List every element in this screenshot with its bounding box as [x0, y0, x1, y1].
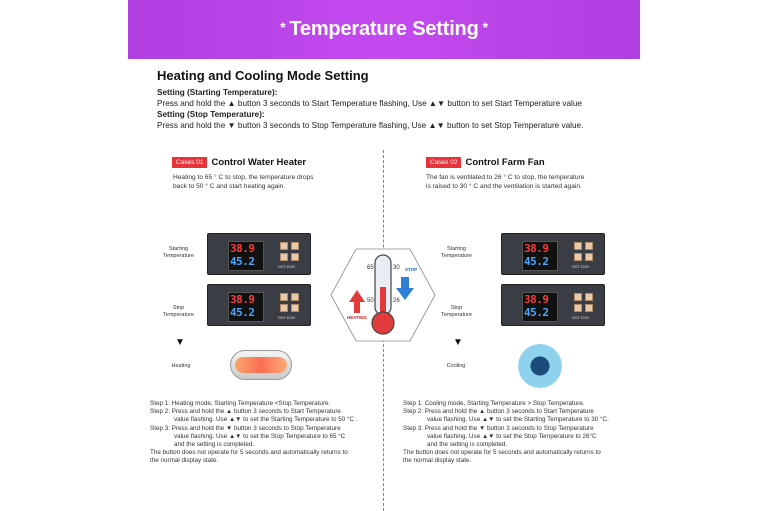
heater-glow — [235, 357, 287, 373]
step-line: The button does not operate for 5 seconds and automatically returns to — [150, 449, 348, 457]
step-line: Step 3: Press and hold the ▼ button 3 seconds to Stop Temperature — [150, 424, 341, 432]
up-button[interactable] — [280, 304, 288, 312]
step-line: Step 1: Cooling mode, Starting Temperature > Stop Temperature. — [403, 400, 585, 407]
case-tag: Cases 01 — [172, 157, 207, 168]
banner-title-text: Temperature Setting — [289, 18, 479, 40]
step-line: the normal display state. — [403, 457, 472, 465]
case-header — [426, 157, 545, 168]
case-tag: Cases 02 — [426, 157, 461, 168]
case2-steps — [403, 400, 609, 466]
set-button[interactable] — [574, 293, 582, 301]
step-line: and the setting is completed. — [174, 441, 255, 449]
step-line: value flashing. Use ▲▼ to set the Stop Temperature to 65 °C — [174, 432, 346, 440]
stop-temperature-label — [434, 305, 479, 319]
set-temp-readout: 45.2 — [524, 306, 549, 319]
model-label: DST1020 — [572, 264, 589, 269]
starting-temperature-label — [434, 246, 479, 260]
desc-line: back to 50 ° C and start heating again. — [173, 183, 286, 190]
step-line: Step 1: Heating mode, Starting Temperature <Stop Temperature. — [150, 400, 331, 407]
current-temp-readout: 38.9 — [230, 293, 255, 306]
power-button[interactable] — [585, 293, 593, 301]
heating-word: HEATING — [347, 315, 367, 320]
power-button[interactable] — [585, 242, 593, 250]
step-line: value flashing. Use ▲▼ to set the Starting Temperature to 30 °C. — [427, 416, 609, 424]
instruction-line: Press and hold the ▲ button 3 seconds to Start Temperature flashing, Use ▲▼ button to set Start Temperature value — [157, 99, 582, 108]
thermometer-graphic — [329, 247, 437, 343]
thermometer-icon — [329, 247, 437, 343]
mark-26: 26 — [393, 298, 400, 304]
step-line: Step 3: Press and hold the ▼ button 3 seconds to Stop Temperature — [403, 424, 594, 432]
label-line: Starting — [447, 246, 466, 252]
step-line: the normal display state. — [150, 457, 219, 465]
section-heading: Heating and Cooling Mode Setting — [157, 68, 369, 83]
model-label: DST1020 — [278, 315, 295, 320]
cooling-label: Cooling — [446, 363, 466, 369]
label-line: Temperature — [441, 253, 472, 259]
case-title: Control Farm Fan — [465, 157, 545, 168]
starting-temperature-label — [156, 246, 201, 260]
step-line: Step 2: Press and hold the ▲ button 3 seconds to Start Temperature — [403, 408, 594, 416]
banner-title — [128, 18, 640, 41]
case1-steps — [150, 400, 358, 466]
water-heater-image — [230, 350, 292, 380]
current-temp-readout: 38.9 — [524, 242, 549, 255]
label-line: Stop — [450, 305, 463, 311]
down-button[interactable] — [291, 304, 299, 312]
step-line: The button does not operate for 5 seconds and automatically returns to — [403, 449, 601, 457]
up-button[interactable] — [574, 253, 582, 261]
label-line: Temperature — [163, 253, 194, 259]
down-button[interactable] — [585, 253, 593, 261]
product-page — [128, 0, 640, 511]
controller-start — [501, 233, 605, 275]
stop-word: STOP — [405, 267, 418, 272]
fan-image — [518, 344, 562, 388]
up-button[interactable] — [574, 304, 582, 312]
case-header — [172, 157, 306, 168]
step-line: Step 2: Press and hold the ▲ button 3 seconds to Start Temperature — [150, 408, 341, 416]
set-button[interactable] — [280, 293, 288, 301]
title-banner — [128, 0, 640, 59]
label-line: Starting — [169, 246, 188, 252]
heating-label: Heating — [171, 363, 191, 369]
down-button[interactable] — [291, 253, 299, 261]
star-icon: * — [280, 19, 286, 35]
model-label: DST1020 — [278, 264, 295, 269]
desc-line: Heating to 65 ° C to stop, the temperature drops — [173, 174, 314, 181]
instruction-line: Setting (Starting Temperature): — [157, 88, 278, 97]
current-temp-readout: 38.9 — [230, 242, 255, 255]
set-temp-readout: 45.2 — [230, 306, 255, 319]
set-temp-readout: 45.2 — [524, 255, 549, 268]
arrow-down-icon: ▼ — [175, 337, 185, 348]
model-label: DST1020 — [572, 315, 589, 320]
power-button[interactable] — [291, 242, 299, 250]
stop-temperature-label — [156, 305, 201, 319]
controller-stop — [207, 284, 311, 326]
controller-start — [207, 233, 311, 275]
step-line: and the setting is completed. — [427, 441, 508, 449]
arrow-down-icon: ▼ — [453, 337, 463, 348]
set-temp-readout: 45.2 — [230, 255, 255, 268]
power-button[interactable] — [291, 293, 299, 301]
set-button[interactable] — [280, 242, 288, 250]
mark-50: 50 — [367, 298, 374, 304]
case-title: Control Water Heater — [211, 157, 307, 168]
label-line: Temperature — [163, 312, 194, 318]
instruction-line: Setting (Stop Temperature): — [157, 110, 265, 119]
desc-line: The fan is ventilated to 26 ° C to stop, the temperature — [426, 174, 585, 181]
mark-30: 30 — [393, 265, 400, 271]
current-temp-readout: 38.9 — [524, 293, 549, 306]
label-line: Stop — [172, 305, 185, 311]
down-button[interactable] — [585, 304, 593, 312]
step-line: value flashing. Use ▲▼ to set the Starting Temperature to 50 °C . — [174, 416, 358, 424]
star-icon: * — [482, 19, 488, 35]
label-line: Temperature — [441, 312, 472, 318]
desc-line: is raised to 30 ° C and the ventilation is started again. — [426, 183, 582, 190]
controller-stop — [501, 284, 605, 326]
mark-65: 65 — [367, 265, 374, 271]
set-button[interactable] — [574, 242, 582, 250]
up-button[interactable] — [280, 253, 288, 261]
case-description — [173, 173, 363, 191]
step-line: value flashing. Use ▲▼ to set the Stop Temperature to 26°C — [427, 432, 597, 440]
instruction-line: Press and hold the ▼ button 3 seconds to Stop Temperature flashing, Use ▲▼ button to set Stop Temperature value. — [157, 121, 584, 130]
case-description — [426, 173, 616, 191]
